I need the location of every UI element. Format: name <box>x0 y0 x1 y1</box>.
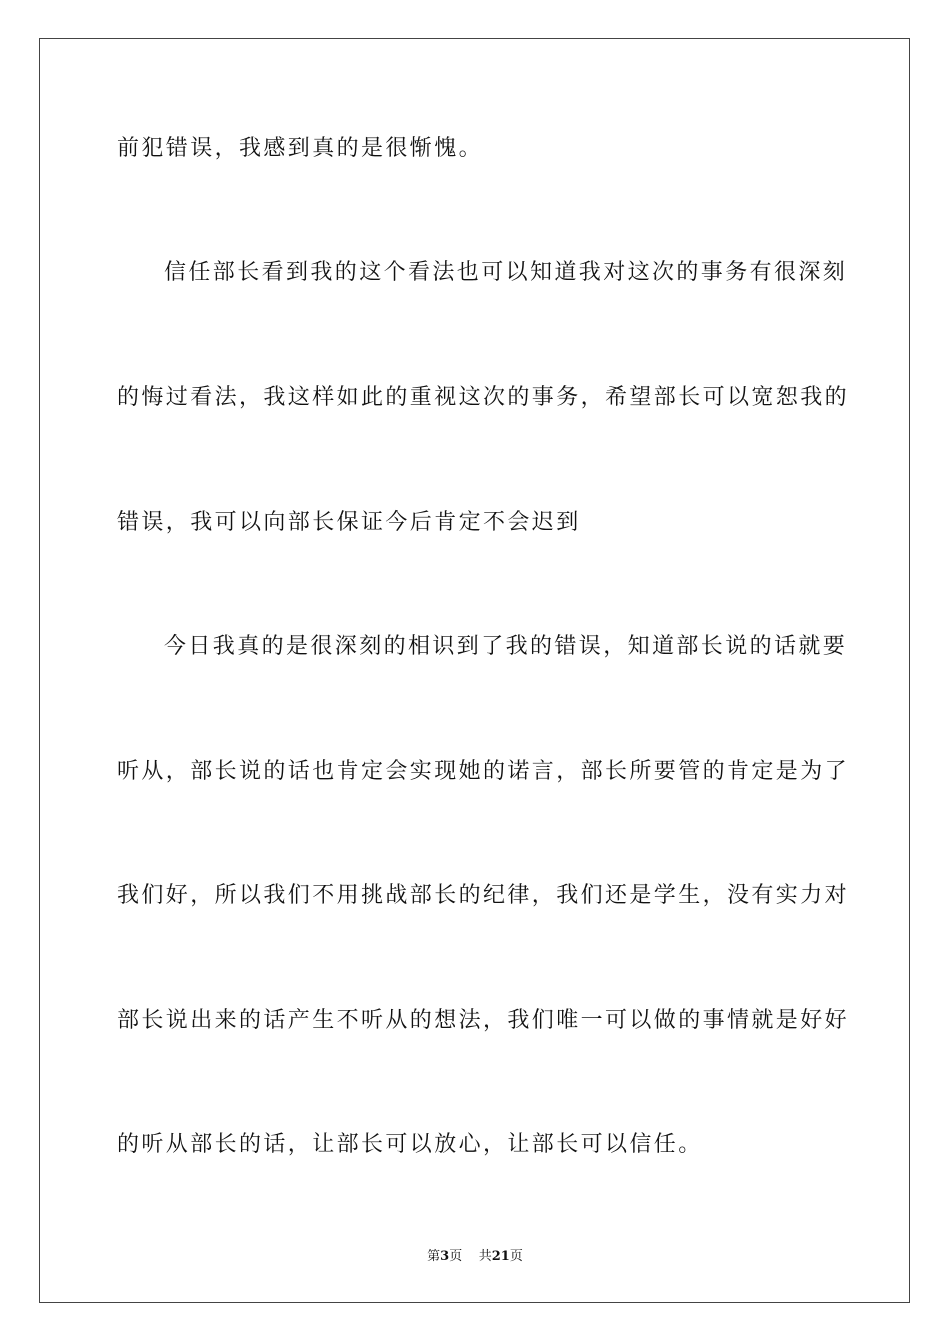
page-prefix: 第 <box>427 1249 441 1264</box>
text-line: 的悔过看法，我这样如此的重视这次的事务，希望部长可以宽恕我的 <box>117 385 850 410</box>
text-line: 信任部长看到我的这个看法也可以知道我对这次的事务有很深刻 <box>164 260 848 285</box>
page-footer <box>0 1248 950 1266</box>
total-pages: 21 <box>491 1249 510 1264</box>
page-number: 3 <box>440 1249 450 1264</box>
text-line: 我们好，所以我们不用挑战部长的纪律，我们还是学生，没有实力对 <box>117 883 850 908</box>
text-line: 前犯错误，我感到真的是很惭愧。 <box>117 136 484 161</box>
text-line: 部长说出来的话产生不听从的想法，我们唯一可以做的事情就是好好 <box>117 1008 850 1033</box>
page-suffix: 页 <box>449 1249 463 1264</box>
text-line: 今日我真的是很深刻的相识到了我的错误，知道部长说的话就要 <box>164 634 848 659</box>
text-line: 的听从部长的话，让部长可以放心，让部长可以信任。 <box>117 1132 703 1157</box>
text-line: 听从，部长说的话也肯定会实现她的诺言，部长所要管的肯定是为了 <box>117 759 850 784</box>
text-line: 错误，我可以向部长保证今后肯定不会迟到 <box>117 510 581 535</box>
page-frame <box>39 38 910 1303</box>
total-prefix: 共 <box>478 1249 492 1264</box>
total-suffix: 页 <box>509 1249 523 1264</box>
